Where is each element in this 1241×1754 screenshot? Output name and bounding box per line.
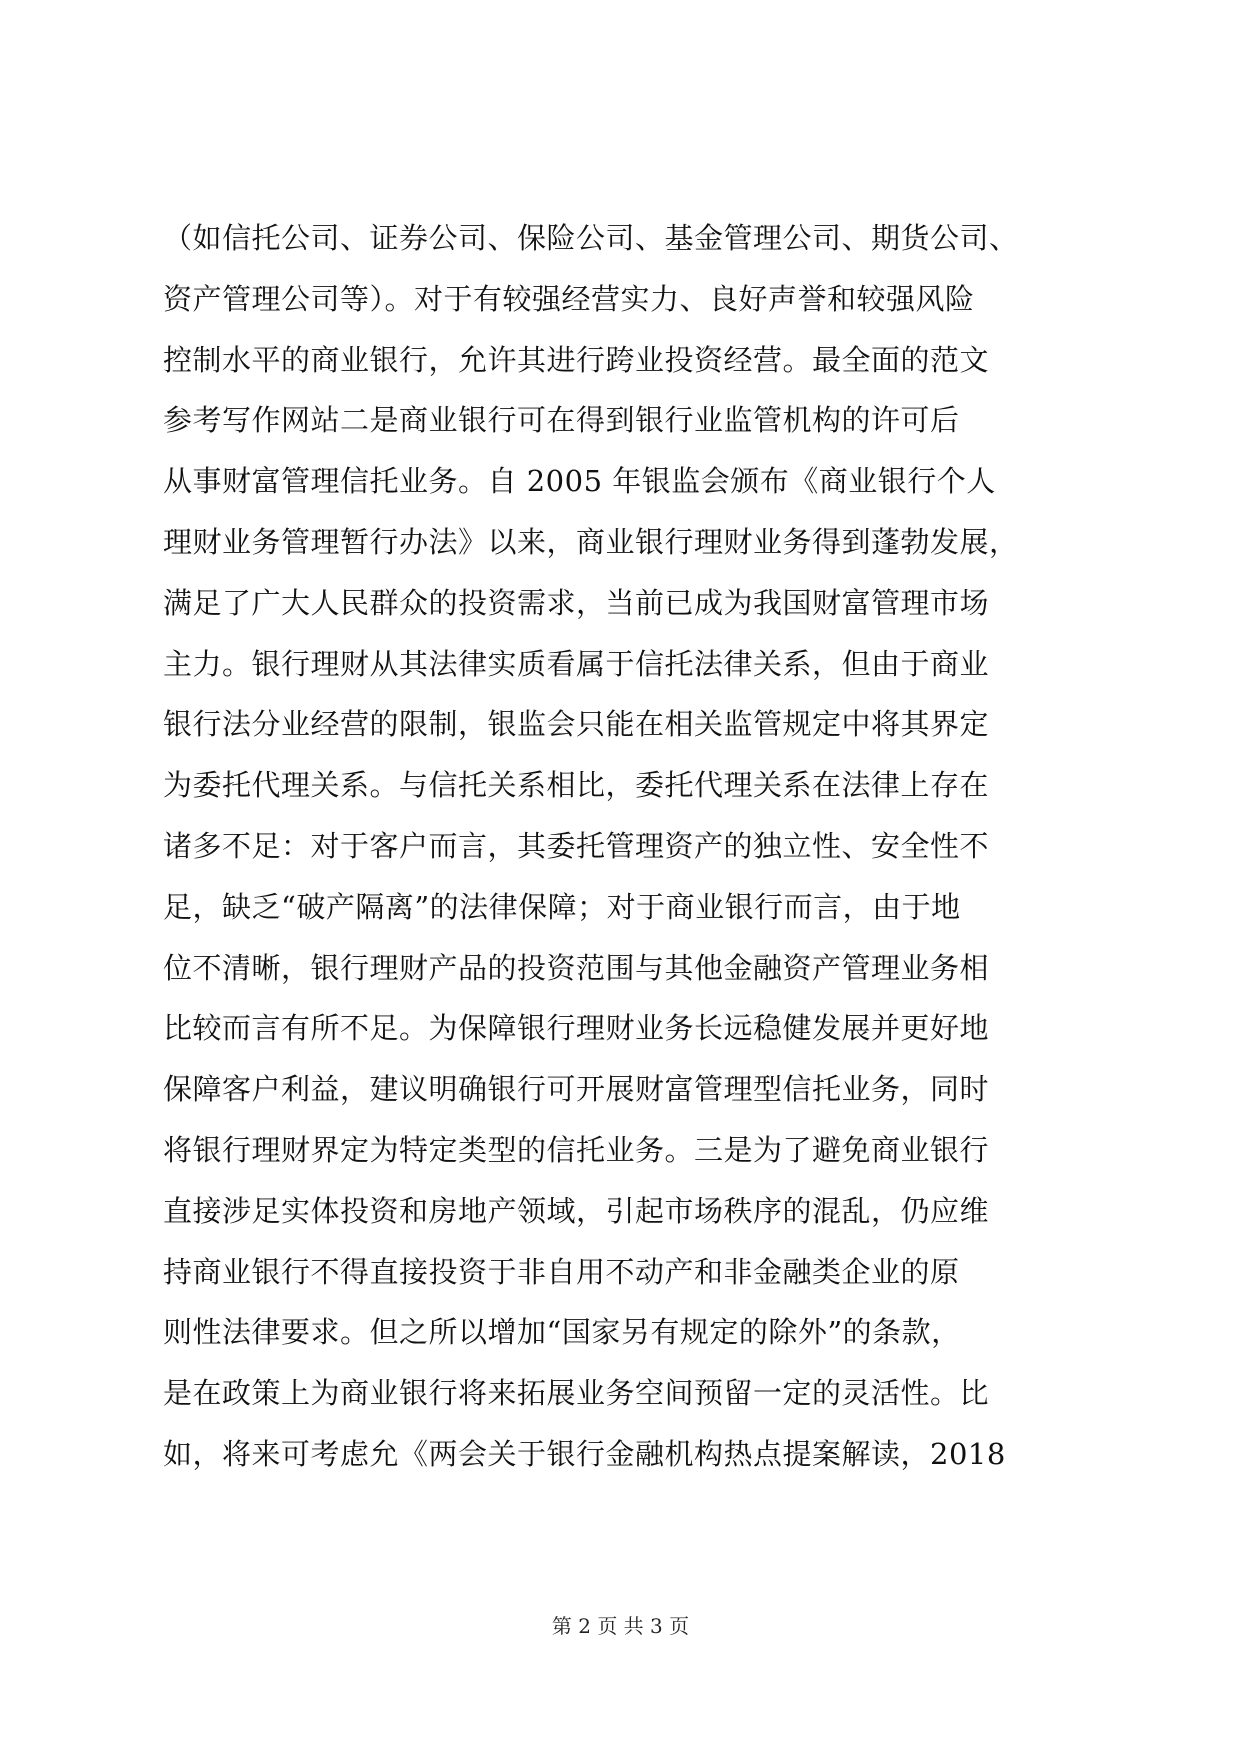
text-line: 理财业务管理暂行办法》以来，商业银行理财业务得到蓬勃发展， [163,524,1019,559]
text-line: 则性法律要求。但之所以增加“国家另有规定的除外”的条款， [163,1315,961,1350]
text-line: 足，缺乏“破产隔离”的法律保障；对于商业银行而言，由于地 [163,889,961,924]
text-line: 资产管理公司等）。对于有较强经营实力、良好声誉和较强风险 [163,281,975,316]
text-line: 是在政策上为商业银行将来拓展业务空间预留一定的灵活性。比 [163,1376,990,1411]
text-line: 诸多不足：对于客户而言，其委托管理资产的独立性、安全性不 [163,828,990,863]
text-line: 满足了广大人民群众的投资需求，当前已成为我国财富管理市场 [163,585,990,620]
text-line: 保障客户利益，建议明确银行可开展财富管理型信托业务，同时 [163,1072,990,1107]
text-line: 将银行理财界定为特定类型的信托业务。三是为了避免商业银行 [163,1132,990,1167]
page-footer [0,1610,1241,1639]
text-line: 控制水平的商业银行，允许其进行跨业投资经营。最全面的范文 [163,342,990,377]
text-line: 如，将来可考虑允《两会关于银行金融机构热点提案解读，2018 [163,1436,1006,1471]
page-number: 第 2 页 共 3 页 [551,1614,690,1638]
text-line: 持商业银行不得直接投资于非自用不动产和非金融类企业的原 [163,1254,960,1289]
text-line: 银行法分业经营的限制，银监会只能在相关监管规定中将其界定 [163,707,990,742]
text-line: 主力。银行理财从其法律实质看属于信托法律关系，但由于商业 [163,646,990,681]
text-line: 位不清晰，银行理财产品的投资范围与其他金融资产管理业务相 [163,950,990,985]
body-text [163,208,1083,1485]
text-line: 比较而言有所不足。为保障银行理财业务长远稳健发展并更好地 [163,1011,990,1046]
text-line: （如信托公司、证券公司、保险公司、基金管理公司、期货公司、 [163,221,1019,255]
text-line: 参考写作网站二是商业银行可在得到银行业监管机构的许可后 [163,403,960,438]
text-line: 从事财富管理信托业务。自 2005 年银监会颁布《商业银行个人 [163,464,996,499]
text-line: 直接涉足实体投资和房地产领域，引起市场秩序的混乱，仍应维 [163,1193,990,1228]
text-line: 为委托代理关系。与信托关系相比，委托代理关系在法律上存在 [163,768,990,803]
